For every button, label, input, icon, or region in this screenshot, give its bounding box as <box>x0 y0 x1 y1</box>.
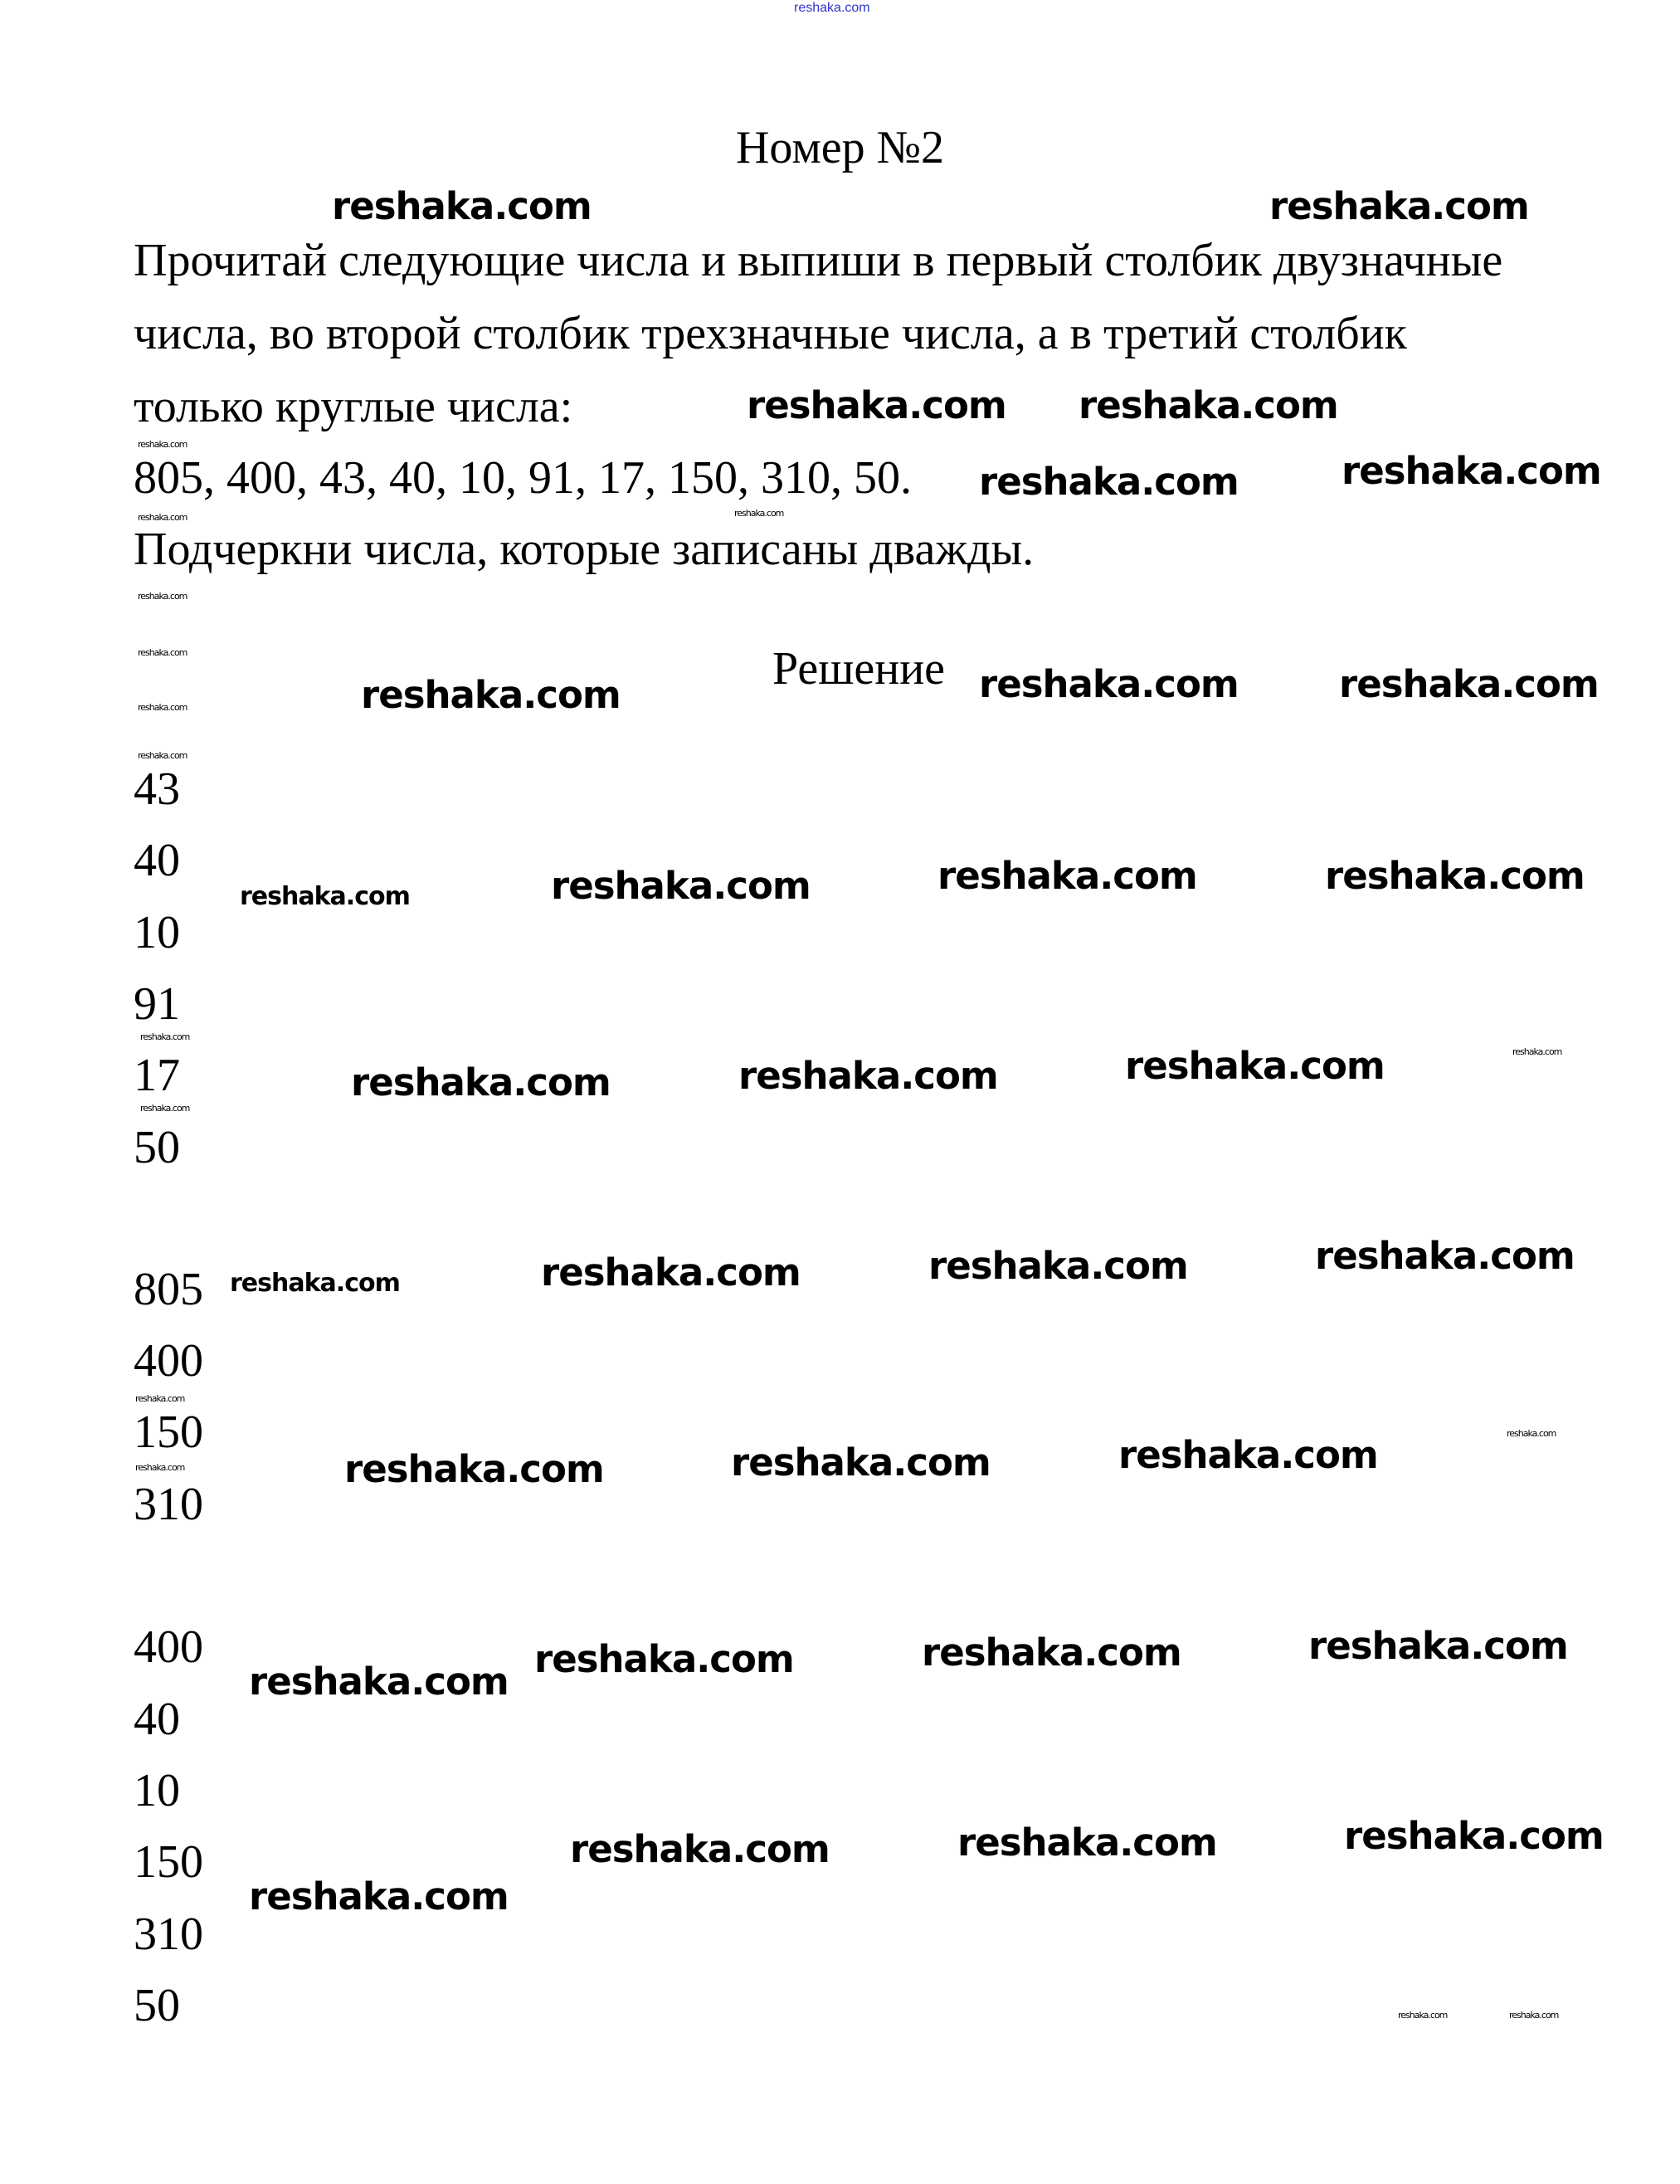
watermark: reshaka.com <box>738 1054 998 1098</box>
watermark: reshaka.com <box>1344 1814 1604 1858</box>
solution-number: 91 <box>134 978 180 1030</box>
watermark: reshaka.com <box>1507 1428 1556 1439</box>
watermark: reshaka.com <box>928 1244 1188 1288</box>
task-line: Прочитай следующие числа и выпиши в первый столбик двузначные <box>134 235 1503 286</box>
watermark: reshaka.com <box>1398 2010 1448 2021</box>
solution-number: 40 <box>134 835 180 886</box>
watermark: reshaka.com <box>922 1631 1181 1675</box>
watermark: reshaka.com <box>230 1269 400 1298</box>
watermark: reshaka.com <box>570 1827 830 1871</box>
task-numbers: 805, 400, 43, 40, 10, 91, 17, 150, 310, 50. <box>134 452 912 504</box>
solution-heading: Решение <box>772 643 946 695</box>
watermark: reshaka.com <box>361 673 621 717</box>
watermark: reshaka.com <box>979 460 1239 504</box>
page-title: Номер №2 <box>735 122 945 173</box>
watermark: reshaka.com <box>135 1462 185 1473</box>
watermark: reshaka.com <box>138 591 187 602</box>
watermark: reshaka.com <box>332 184 592 228</box>
solution-number: 50 <box>134 1980 180 2031</box>
watermark: reshaka.com <box>138 750 187 761</box>
solution-number: 400 <box>134 1335 203 1387</box>
watermark: reshaka.com <box>1315 1234 1575 1278</box>
watermark: reshaka.com <box>351 1060 611 1104</box>
watermark: reshaka.com <box>1308 1624 1568 1668</box>
solution-number: 17 <box>134 1050 180 1101</box>
task-line: Подчеркни числа, которые записаны дважды. <box>134 524 1035 575</box>
solution-number: 805 <box>134 1264 203 1315</box>
task-line: только круглые числа: <box>134 381 573 432</box>
watermark: reshaka.com <box>937 854 1197 898</box>
solution-number: 10 <box>134 907 180 958</box>
solution-number: 50 <box>134 1122 180 1173</box>
watermark: reshaka.com <box>1512 1046 1562 1057</box>
watermark: reshaka.com <box>138 702 187 713</box>
watermark: reshaka.com <box>1342 449 1601 493</box>
watermark: reshaka.com <box>249 1874 509 1918</box>
watermark: reshaka.com <box>541 1250 801 1294</box>
watermark: reshaka.com <box>534 1637 794 1681</box>
task-line: числа, во второй столбик трехзначные числа, а в третий столбик <box>134 308 1407 359</box>
solution-number: 150 <box>134 1836 203 1888</box>
watermark: reshaka.com <box>135 1393 185 1404</box>
watermark: reshaka.com <box>957 1821 1217 1865</box>
solution-number: 10 <box>134 1765 180 1816</box>
watermark: reshaka.com <box>731 1441 991 1484</box>
solution-number: 310 <box>134 1909 203 1960</box>
watermark: reshaka.com <box>747 383 1006 427</box>
watermark: reshaka.com <box>1118 1433 1378 1477</box>
watermark: reshaka.com <box>551 864 811 908</box>
watermark: reshaka.com <box>140 1031 190 1042</box>
header-link[interactable]: reshaka.com <box>794 1 870 15</box>
watermark: reshaka.com <box>249 1660 509 1704</box>
solution-number: 150 <box>134 1406 203 1458</box>
watermark: reshaka.com <box>138 439 187 450</box>
watermark: reshaka.com <box>1509 2010 1559 2021</box>
watermark: reshaka.com <box>1325 854 1585 898</box>
watermark: reshaka.com <box>1269 184 1529 228</box>
watermark: reshaka.com <box>979 662 1239 706</box>
solution-number: 40 <box>134 1694 180 1745</box>
watermark: reshaka.com <box>138 647 187 658</box>
watermark: reshaka.com <box>1125 1044 1385 1088</box>
watermark: reshaka.com <box>344 1447 604 1491</box>
watermark: reshaka.com <box>734 508 784 519</box>
solution-number: 43 <box>134 763 180 815</box>
watermark: reshaka.com <box>1079 383 1338 427</box>
watermark: reshaka.com <box>240 882 410 911</box>
solution-number: 400 <box>134 1621 203 1673</box>
watermark: reshaka.com <box>140 1103 190 1114</box>
watermark: reshaka.com <box>138 512 187 523</box>
watermark: reshaka.com <box>1339 662 1599 706</box>
solution-number: 310 <box>134 1479 203 1530</box>
